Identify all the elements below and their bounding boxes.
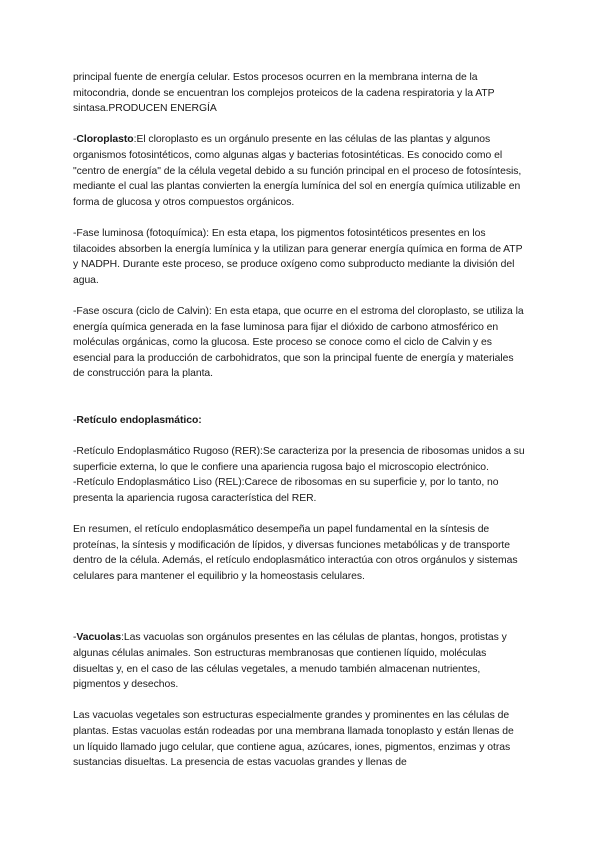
vacuolas-prefix: - — [73, 632, 77, 644]
spacer — [73, 117, 525, 133]
spacer — [73, 506, 525, 522]
spacer — [73, 382, 525, 413]
spacer — [73, 210, 525, 226]
reticulo-heading-line — [73, 413, 525, 429]
spacer — [73, 693, 525, 709]
vacuolas-heading: Vacuolas — [76, 632, 122, 644]
rer-paragraph: -Retículo Endoplasmático Rugoso (RER):Se caracteriza por la presencia de ribosomas unidos a su superficie externa, lo que le confiere una apariencia rugosa bajo el microscopio electrónico. — [73, 446, 525, 473]
fase-oscura-paragraph: -Fase oscura (ciclo de Calvin): En esta etapa, que ocurre en el estroma del cloroplasto, se utiliza la energía química generada en la fase luminosa para fijar el dióxido de carbono atmosférico en moléculas orgánicas, como la glucosa. Este proceso se conoce como el ciclo de Calvin y es esencial para la producción de carbohidratos, que son la principal fuente de energía y materiales de construcción para la planta. — [73, 305, 524, 380]
cloroplasto-heading: Cloroplasto — [76, 134, 134, 146]
reticulo-resumen-paragraph: En resumen, el retículo endoplasmático desempeña un papel fundamental en la síntesis de proteínas, la síntesis y modificación de lípidos, y diversas funciones metabólicas y de transporte dentro de la célula. Además, el retículo endoplasmático interactúa con otros orgánulos y sistemas celulares para mantener el equilibrio y la homeostasis celulares. — [73, 524, 518, 582]
spacer — [73, 428, 525, 444]
cloroplasto-paragraph — [73, 132, 525, 210]
vacuolas-paragraph — [73, 630, 525, 692]
cloroplasto-text: :El cloroplasto es un orgánulo presente en las células de las plantas y algunos organismos fotosintéticos, como algunas algas y bacterias fotosintéticas. Es conocido como el "centro de energía" de la célula vegetal debido a su función principal en el proceso de fotosíntesis, mediante el cual las plantas convierten la energía lumínica del sol en energía química utilizable en forma de glucosa y otros compuestos orgánicos. — [73, 134, 522, 208]
reticulo-heading: Retículo endoplasmático: — [76, 414, 202, 426]
fase-luminosa-paragraph: -Fase luminosa (fotoquímica): En esta etapa, los pigmentos fotosintéticos presentes en los tilacoides absorben la energía lumínica y la utilizan para generar energía química en forma de ATP y NADPH. Durante este proceso, se produce oxígeno como subproducto mediante la división del agua. — [73, 227, 523, 286]
spacer — [73, 288, 525, 304]
intro-paragraph: principal fuente de energía celular. Estos procesos ocurren en la membrana interna de la mitocondria, donde se encuentran los complejos proteicos de la cadena respiratoria y la ATP sintasa.PRODUCEN ENERGÍA — [73, 72, 495, 115]
vacuolas-text: :Las vacuolas son orgánulos presentes en las células de plantas, hongos, protistas y algunas células animales. Son estructuras membranosas que contienen líquido, moléculas disueltas y, en el caso de las células vegetales, a menudo también almacenan nutrientes, pigmentos y desechos. — [73, 632, 507, 691]
document-body — [73, 70, 525, 771]
cloroplasto-prefix: - — [73, 134, 77, 146]
reticulo-prefix: - — [73, 414, 77, 426]
spacer — [73, 584, 525, 630]
vacuolas-vegetales-paragraph: Las vacuolas vegetales son estructuras especialmente grandes y prominentes en las células de plantas. Estas vacuolas están rodeadas por una membrana llamada tonoplasto y están llenas de un líquido llamado jugo celular, que contiene agua, azúcares, iones, pigmentos, enzimas y otras sustancias disueltas. La presencia de estas vacuolas grandes y llenas de — [73, 710, 514, 769]
rel-paragraph: -Retículo Endoplasmático Liso (REL):Carece de ribosomas en su superficie y, por lo tanto, no presenta la apariencia rugosa característica del RER. — [73, 477, 499, 504]
